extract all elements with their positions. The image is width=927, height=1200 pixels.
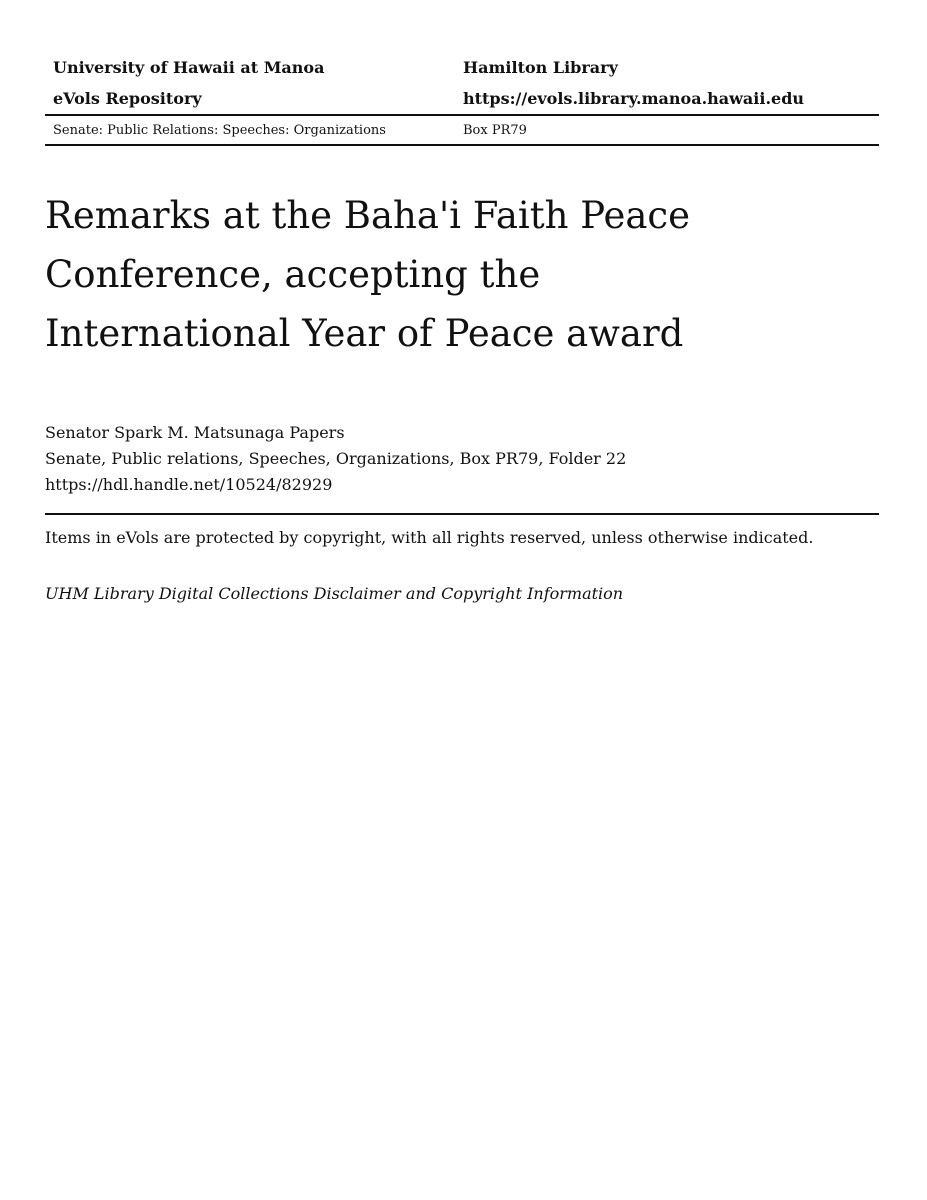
title-line-2: Conference, accepting the — [45, 253, 541, 296]
document-header — [45, 52, 879, 146]
folder-location: Senate, Public relations, Speeches, Organizations, Box PR79, Folder 22 — [45, 449, 627, 468]
repository-name: eVols Repository — [53, 89, 202, 108]
handle-link[interactable]: https://hdl.handle.net/10524/82929 — [45, 475, 333, 494]
section-divider — [45, 513, 879, 515]
header-row-collection — [45, 116, 879, 144]
document-title — [45, 186, 845, 363]
header-row-institution — [45, 52, 879, 83]
header-rule-bottom — [45, 144, 879, 146]
rights-statement: Items in eVols are protected by copyright, with all rights reserved, unless otherwise indicated. — [45, 528, 814, 547]
disclaimer-link[interactable]: UHM Library Digital Collections Disclaimer and Copyright Information — [45, 584, 624, 603]
repository-url[interactable]: https://evols.library.manoa.hawaii.edu — [463, 89, 805, 108]
header-row-repository — [45, 83, 879, 114]
institution-name: University of Hawaii at Manoa — [53, 58, 325, 77]
document-metadata — [45, 420, 626, 498]
box-label: Box PR79 — [463, 122, 527, 138]
library-name: Hamilton Library — [463, 58, 618, 77]
collection-path: Senate: Public Relations: Speeches: Organizations — [53, 122, 386, 138]
title-line-1: Remarks at the Baha'i Faith Peace — [45, 194, 691, 237]
collection-name: Senator Spark M. Matsunaga Papers — [45, 423, 345, 442]
title-line-3: International Year of Peace award — [45, 312, 684, 355]
